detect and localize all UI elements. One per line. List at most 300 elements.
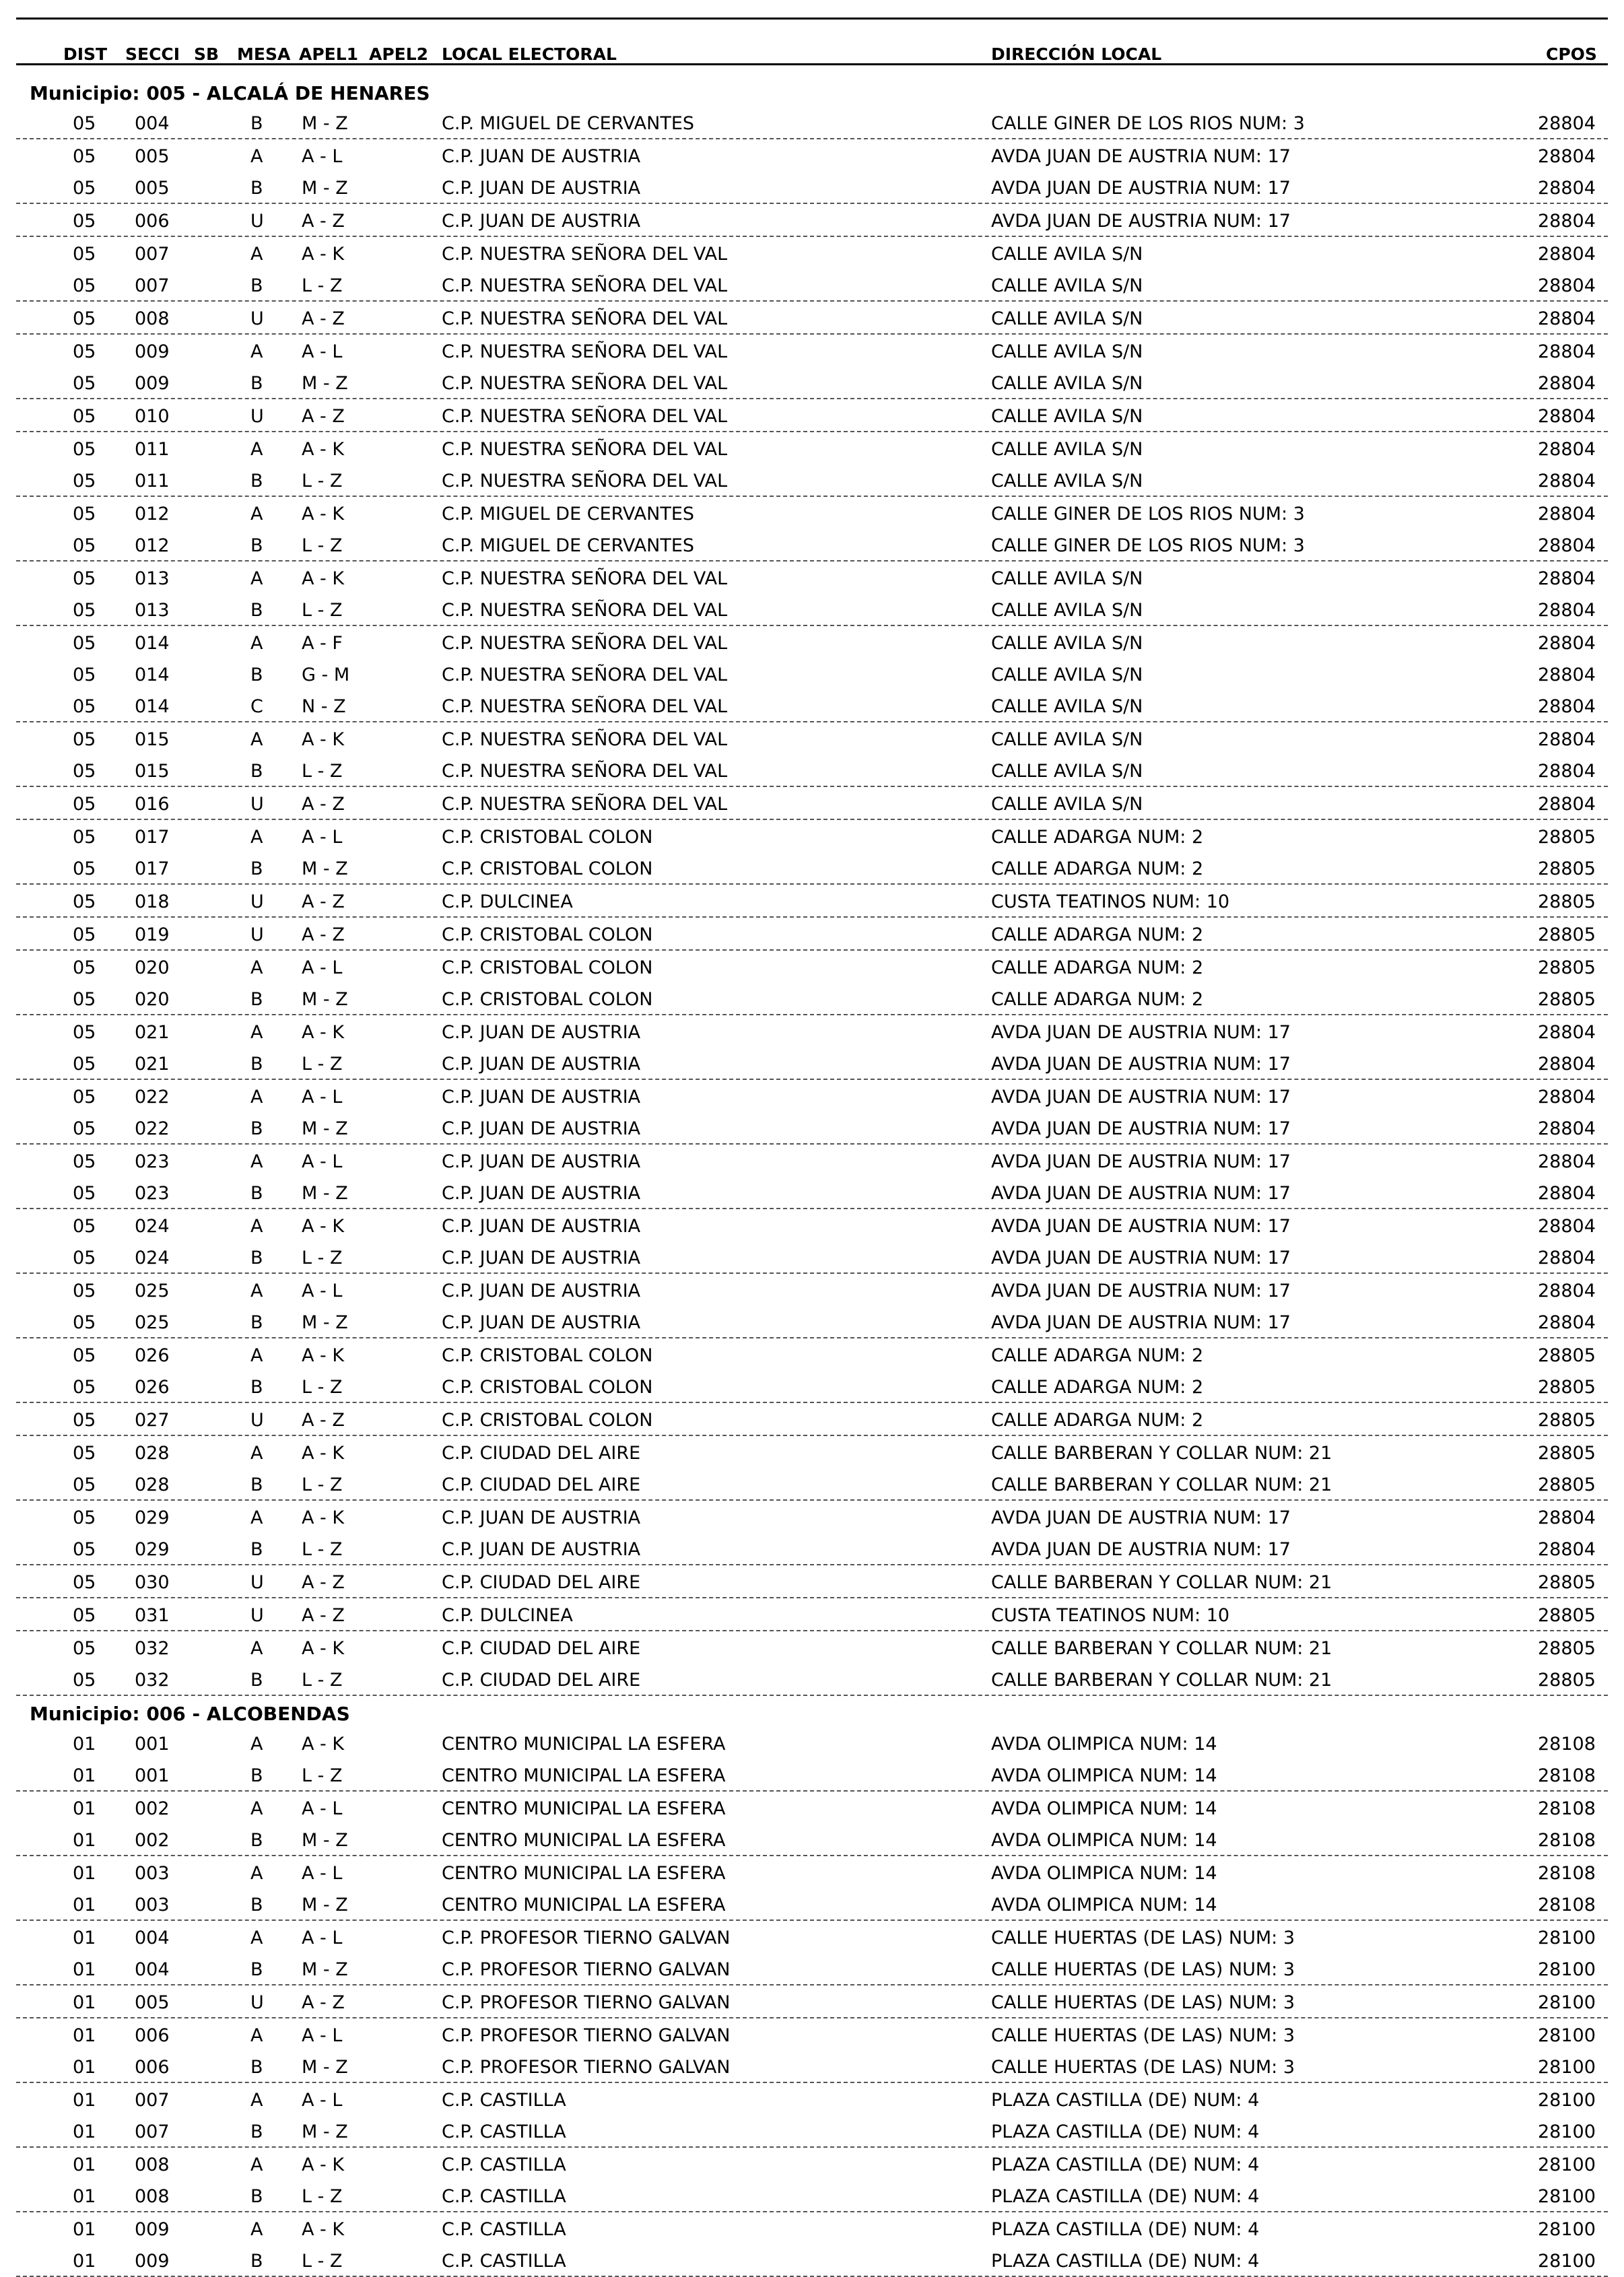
section-group bbox=[16, 787, 1608, 820]
cell-cpos: 28804 bbox=[1538, 275, 1596, 296]
cell-mesa: B bbox=[250, 1312, 263, 1333]
cell-dist: 01 bbox=[73, 1895, 96, 1915]
table-row bbox=[16, 2018, 1608, 2050]
table-row bbox=[16, 1856, 1608, 1888]
cell-cpos: 28804 bbox=[1538, 1281, 1596, 1301]
cell-apel1: A - K bbox=[302, 244, 345, 265]
cell-local-electoral: C.P. CRISTOBAL COLON bbox=[442, 1345, 653, 1366]
cell-dist: 05 bbox=[73, 535, 96, 556]
section-group bbox=[16, 626, 1608, 722]
cell-cpos: 28804 bbox=[1538, 1054, 1596, 1075]
cell-direccion-local: AVDA OLIMPICA NUM: 14 bbox=[991, 1798, 1217, 1819]
section-group bbox=[16, 1631, 1608, 1696]
cell-mesa: A bbox=[250, 1928, 263, 1948]
cell-apel1: A - L bbox=[302, 1087, 343, 1108]
cell-cpos: 28804 bbox=[1538, 178, 1596, 199]
cell-secci: 009 bbox=[135, 2251, 170, 2272]
cell-apel1: L - Z bbox=[302, 1670, 343, 1691]
cell-direccion-local: CALLE HUERTAS (DE LAS) NUM: 3 bbox=[991, 2025, 1295, 2046]
cell-mesa: A bbox=[250, 2219, 263, 2240]
cell-dist: 05 bbox=[73, 761, 96, 782]
cell-secci: 003 bbox=[135, 1863, 170, 1884]
cell-cpos: 28804 bbox=[1538, 439, 1596, 460]
cell-secci: 022 bbox=[135, 1118, 170, 1139]
table-row bbox=[16, 787, 1608, 819]
cell-cpos: 28804 bbox=[1538, 341, 1596, 362]
table-row bbox=[16, 918, 1608, 949]
cell-dist: 05 bbox=[73, 439, 96, 460]
cell-direccion-local: CALLE AVILA S/N bbox=[991, 471, 1143, 491]
cell-dist: 05 bbox=[73, 1670, 96, 1691]
cell-apel1: A - Z bbox=[302, 924, 345, 945]
cell-cpos: 28804 bbox=[1538, 1216, 1596, 1237]
cell-local-electoral: CENTRO MUNICIPAL LA ESFERA bbox=[442, 1798, 726, 1819]
cell-secci: 023 bbox=[135, 1151, 170, 1172]
cell-cpos: 28804 bbox=[1538, 761, 1596, 782]
table-row bbox=[16, 1241, 1608, 1272]
section-group bbox=[16, 1565, 1608, 1598]
table-row bbox=[16, 497, 1608, 529]
cell-dist: 05 bbox=[73, 146, 96, 167]
cell-direccion-local: CALLE GINER DE LOS RIOS NUM: 3 bbox=[991, 113, 1305, 134]
cell-mesa: B bbox=[250, 2057, 263, 2078]
cell-mesa: A bbox=[250, 2025, 263, 2046]
cell-local-electoral: C.P. JUAN DE AUSTRIA bbox=[442, 1507, 641, 1528]
cell-cpos: 28804 bbox=[1538, 568, 1596, 589]
cell-mesa: B bbox=[250, 1765, 263, 1786]
cell-direccion-local: CALLE ADARGA NUM: 2 bbox=[991, 1410, 1204, 1431]
cell-mesa: B bbox=[250, 989, 263, 1010]
cell-mesa: B bbox=[250, 665, 263, 685]
cell-direccion-local: CALLE HUERTAS (DE LAS) NUM: 3 bbox=[991, 1928, 1295, 1948]
cell-local-electoral: C.P. NUESTRA SEÑORA DEL VAL bbox=[442, 275, 728, 296]
table-row bbox=[16, 951, 1608, 982]
table-row bbox=[16, 464, 1608, 496]
section-group bbox=[16, 1598, 1608, 1631]
cell-apel1: M - Z bbox=[302, 1959, 348, 1980]
cell-cpos: 28805 bbox=[1538, 1605, 1596, 1626]
table-row bbox=[16, 689, 1608, 721]
cell-dist: 01 bbox=[73, 2025, 96, 2046]
table-row bbox=[16, 885, 1608, 916]
cell-secci: 031 bbox=[135, 1605, 170, 1626]
cell-cpos: 28100 bbox=[1538, 2057, 1596, 2078]
cell-mesa: A bbox=[250, 2090, 263, 2111]
cell-apel1: A - K bbox=[302, 1734, 345, 1755]
cell-direccion-local: CALLE BARBERAN Y COLLAR NUM: 21 bbox=[991, 1670, 1332, 1691]
cell-local-electoral: C.P. CASTILLA bbox=[442, 2186, 566, 2207]
cell-local-electoral: C.P. CIUDAD DEL AIRE bbox=[442, 1572, 641, 1593]
cell-mesa: U bbox=[250, 1992, 264, 2013]
cell-direccion-local: CALLE ADARGA NUM: 2 bbox=[991, 957, 1204, 978]
cell-secci: 021 bbox=[135, 1054, 170, 1075]
table-row bbox=[16, 1112, 1608, 1143]
cell-dist: 05 bbox=[73, 308, 96, 329]
table-row bbox=[16, 658, 1608, 689]
cell-direccion-local: AVDA JUAN DE AUSTRIA NUM: 17 bbox=[991, 1022, 1291, 1043]
cell-direccion-local: CALLE AVILA S/N bbox=[991, 665, 1143, 685]
cell-cpos: 28804 bbox=[1538, 535, 1596, 556]
section-group bbox=[16, 951, 1608, 1015]
cell-mesa: U bbox=[250, 794, 264, 815]
cell-mesa: U bbox=[250, 924, 264, 945]
cell-secci: 002 bbox=[135, 1798, 170, 1819]
cell-apel1: A - L bbox=[302, 1798, 343, 1819]
section-group bbox=[16, 432, 1608, 497]
table-row bbox=[16, 1501, 1608, 1532]
cell-mesa: B bbox=[250, 600, 263, 621]
cell-direccion-local: CALLE AVILA S/N bbox=[991, 341, 1143, 362]
table-row bbox=[16, 2179, 1608, 2211]
section-group bbox=[16, 918, 1608, 951]
table-row bbox=[16, 852, 1608, 883]
section-group bbox=[16, 562, 1608, 626]
cell-apel1: A - L bbox=[302, 1151, 343, 1172]
cell-apel1: M - Z bbox=[302, 2121, 348, 2142]
cell-mesa: B bbox=[250, 275, 263, 296]
cell-direccion-local: AVDA OLIMPICA NUM: 14 bbox=[991, 1895, 1217, 1915]
cell-mesa: U bbox=[250, 211, 264, 232]
cell-direccion-local: AVDA OLIMPICA NUM: 14 bbox=[991, 1830, 1217, 1851]
cell-apel1: A - K bbox=[302, 504, 345, 524]
cell-dist: 05 bbox=[73, 729, 96, 750]
cell-dist: 01 bbox=[73, 2154, 96, 2175]
table-row bbox=[16, 1468, 1608, 1499]
cell-apel1: A - Z bbox=[302, 211, 345, 232]
cell-cpos: 28804 bbox=[1538, 794, 1596, 815]
cell-local-electoral: C.P. JUAN DE AUSTRIA bbox=[442, 1281, 641, 1301]
cell-mesa: A bbox=[250, 2154, 263, 2175]
cell-apel1: A - L bbox=[302, 957, 343, 978]
cell-apel1: M - Z bbox=[302, 1312, 348, 1333]
cell-mesa: A bbox=[250, 1798, 263, 1819]
cell-local-electoral: C.P. CRISTOBAL COLON bbox=[442, 989, 653, 1010]
cell-secci: 017 bbox=[135, 858, 170, 879]
table-row bbox=[16, 1145, 1608, 1176]
cell-dist: 05 bbox=[73, 1507, 96, 1528]
header-cpos: CPOS bbox=[1546, 44, 1597, 64]
cell-direccion-local: AVDA JUAN DE AUSTRIA NUM: 17 bbox=[991, 1539, 1291, 1560]
cell-apel1: M - Z bbox=[302, 178, 348, 199]
cell-dist: 05 bbox=[73, 1345, 96, 1366]
cell-direccion-local: AVDA JUAN DE AUSTRIA NUM: 17 bbox=[991, 1248, 1291, 1268]
cell-mesa: B bbox=[250, 858, 263, 879]
cell-dist: 01 bbox=[73, 1992, 96, 2013]
cell-apel1: A - K bbox=[302, 1638, 345, 1659]
section-group bbox=[16, 1209, 1608, 1274]
cell-direccion-local: CALLE BARBERAN Y COLLAR NUM: 21 bbox=[991, 1572, 1332, 1593]
cell-apel1: L - Z bbox=[302, 2186, 343, 2207]
cell-dist: 05 bbox=[73, 1443, 96, 1464]
cell-local-electoral: C.P. JUAN DE AUSTRIA bbox=[442, 1087, 641, 1108]
section-group bbox=[16, 302, 1608, 335]
table-row bbox=[16, 432, 1608, 464]
cell-local-electoral: C.P. CIUDAD DEL AIRE bbox=[442, 1670, 641, 1691]
cell-mesa: B bbox=[250, 1895, 263, 1915]
cell-mesa: A bbox=[250, 504, 263, 524]
cell-local-electoral: C.P. CASTILLA bbox=[442, 2251, 566, 2272]
cell-secci: 032 bbox=[135, 1670, 170, 1691]
cell-cpos: 28804 bbox=[1538, 308, 1596, 329]
cell-local-electoral: C.P. CRISTOBAL COLON bbox=[442, 1410, 653, 1431]
cell-direccion-local: CALLE AVILA S/N bbox=[991, 406, 1143, 427]
cell-apel1: A - L bbox=[302, 2025, 343, 2046]
cell-mesa: A bbox=[250, 1507, 263, 1528]
cell-apel1: L - Z bbox=[302, 471, 343, 491]
cell-local-electoral: C.P. DULCINEA bbox=[442, 891, 573, 912]
cell-dist: 05 bbox=[73, 1054, 96, 1075]
cell-local-electoral: C.P. PROFESOR TIERNO GALVAN bbox=[442, 1959, 731, 1980]
cell-local-electoral: C.P. NUESTRA SEÑORA DEL VAL bbox=[442, 439, 728, 460]
cell-mesa: U bbox=[250, 1605, 264, 1626]
cell-apel1: L - Z bbox=[302, 1474, 343, 1495]
cell-dist: 05 bbox=[73, 1248, 96, 1268]
cell-mesa: B bbox=[250, 1377, 263, 1398]
cell-direccion-local: CALLE HUERTAS (DE LAS) NUM: 3 bbox=[991, 1992, 1295, 2013]
cell-cpos: 28804 bbox=[1538, 1183, 1596, 1204]
cell-local-electoral: C.P. NUESTRA SEÑORA DEL VAL bbox=[442, 568, 728, 589]
section-group bbox=[16, 1403, 1608, 1436]
cell-cpos: 28805 bbox=[1538, 1474, 1596, 1495]
table-row bbox=[16, 529, 1608, 560]
cell-direccion-local: CALLE AVILA S/N bbox=[991, 568, 1143, 589]
cell-dist: 05 bbox=[73, 827, 96, 848]
cell-secci: 029 bbox=[135, 1507, 170, 1528]
cell-secci: 008 bbox=[135, 308, 170, 329]
cell-dist: 05 bbox=[73, 1410, 96, 1431]
cell-mesa: A bbox=[250, 568, 263, 589]
cell-direccion-local: PLAZA CASTILLA (DE) NUM: 4 bbox=[991, 2121, 1260, 2142]
section-group bbox=[16, 1338, 1608, 1403]
table-row bbox=[16, 626, 1608, 658]
table-body bbox=[16, 75, 1608, 2277]
cell-direccion-local: AVDA JUAN DE AUSTRIA NUM: 17 bbox=[991, 1054, 1291, 1075]
cell-local-electoral: C.P. JUAN DE AUSTRIA bbox=[442, 1183, 641, 1204]
table-row bbox=[16, 106, 1608, 138]
cell-secci: 009 bbox=[135, 341, 170, 362]
cell-mesa: U bbox=[250, 308, 264, 329]
cell-direccion-local: CALLE AVILA S/N bbox=[991, 308, 1143, 329]
table-row bbox=[16, 399, 1608, 431]
table-row bbox=[16, 1759, 1608, 1790]
cell-local-electoral: C.P. JUAN DE AUSTRIA bbox=[442, 1248, 641, 1268]
cell-apel1: A - L bbox=[302, 827, 343, 848]
cell-dist: 05 bbox=[73, 1572, 96, 1593]
cell-cpos: 28804 bbox=[1538, 406, 1596, 427]
cell-direccion-local: CALLE HUERTAS (DE LAS) NUM: 3 bbox=[991, 2057, 1295, 2078]
cell-secci: 009 bbox=[135, 2219, 170, 2240]
header-sb: SB bbox=[194, 44, 219, 64]
cell-direccion-local: PLAZA CASTILLA (DE) NUM: 4 bbox=[991, 2219, 1260, 2240]
cell-cpos: 28804 bbox=[1538, 471, 1596, 491]
cell-cpos: 28100 bbox=[1538, 1959, 1596, 1980]
table-row bbox=[16, 1985, 1608, 2017]
cell-dist: 05 bbox=[73, 1151, 96, 1172]
cell-apel1: A - Z bbox=[302, 891, 345, 912]
cell-direccion-local: AVDA JUAN DE AUSTRIA NUM: 17 bbox=[991, 1281, 1291, 1301]
cell-direccion-local: AVDA JUAN DE AUSTRIA NUM: 17 bbox=[991, 1183, 1291, 1204]
cell-direccion-local: AVDA JUAN DE AUSTRIA NUM: 17 bbox=[991, 1118, 1291, 1139]
municipio-label: Municipio: 005 - ALCALÁ DE HENARES bbox=[30, 82, 430, 104]
cell-direccion-local: PLAZA CASTILLA (DE) NUM: 4 bbox=[991, 2251, 1260, 2272]
cell-mesa: B bbox=[250, 1474, 263, 1495]
cell-apel1: L - Z bbox=[302, 1765, 343, 1786]
section-group bbox=[16, 2212, 1608, 2277]
cell-cpos: 28805 bbox=[1538, 1443, 1596, 1464]
cell-cpos: 28804 bbox=[1538, 633, 1596, 654]
table-row bbox=[16, 171, 1608, 203]
cell-local-electoral: C.P. CRISTOBAL COLON bbox=[442, 957, 653, 978]
cell-apel1: L - Z bbox=[302, 761, 343, 782]
cell-cpos: 28100 bbox=[1538, 2154, 1596, 2175]
section-group bbox=[16, 1985, 1608, 2018]
cell-secci: 003 bbox=[135, 1895, 170, 1915]
cell-cpos: 28804 bbox=[1538, 373, 1596, 394]
cell-mesa: A bbox=[250, 1345, 263, 1366]
cell-apel1: A - K bbox=[302, 568, 345, 589]
cell-cpos: 28805 bbox=[1538, 858, 1596, 879]
cell-cpos: 28100 bbox=[1538, 2090, 1596, 2111]
cell-apel1: L - Z bbox=[302, 1377, 343, 1398]
table-row bbox=[16, 1663, 1608, 1695]
table-row bbox=[16, 2148, 1608, 2179]
top-rule bbox=[16, 18, 1608, 20]
cell-secci: 016 bbox=[135, 794, 170, 815]
cell-dist: 05 bbox=[73, 696, 96, 717]
cell-mesa: A bbox=[250, 146, 263, 167]
cell-local-electoral: C.P. CRISTOBAL COLON bbox=[442, 1377, 653, 1398]
cell-mesa: B bbox=[250, 1118, 263, 1139]
cell-dist: 05 bbox=[73, 471, 96, 491]
cell-dist: 05 bbox=[73, 1638, 96, 1659]
cell-dist: 05 bbox=[73, 891, 96, 912]
section-group bbox=[16, 335, 1608, 399]
cell-local-electoral: C.P. JUAN DE AUSTRIA bbox=[442, 1022, 641, 1043]
cell-apel1: A - Z bbox=[302, 1572, 345, 1593]
section-group bbox=[16, 820, 1608, 885]
municipio-heading bbox=[16, 75, 1608, 106]
cell-secci: 006 bbox=[135, 2057, 170, 2078]
cell-apel1: A - K bbox=[302, 729, 345, 750]
cell-apel1: L - Z bbox=[302, 600, 343, 621]
cell-dist: 05 bbox=[73, 600, 96, 621]
cell-cpos: 28804 bbox=[1538, 146, 1596, 167]
cell-local-electoral: C.P. DULCINEA bbox=[442, 1605, 573, 1626]
cell-direccion-local: CALLE AVILA S/N bbox=[991, 696, 1143, 717]
cell-dist: 01 bbox=[73, 2186, 96, 2207]
table-row bbox=[16, 1176, 1608, 1208]
cell-secci: 007 bbox=[135, 244, 170, 265]
cell-secci: 015 bbox=[135, 729, 170, 750]
cell-direccion-local: CALLE ADARGA NUM: 2 bbox=[991, 1345, 1204, 1366]
section-group bbox=[16, 1727, 1608, 1792]
cell-apel1: M - Z bbox=[302, 113, 348, 134]
table-row bbox=[16, 1080, 1608, 1112]
table-row bbox=[16, 2115, 1608, 2146]
cell-cpos: 28108 bbox=[1538, 1798, 1596, 1819]
cell-local-electoral: C.P. NUESTRA SEÑORA DEL VAL bbox=[442, 341, 728, 362]
cell-direccion-local: AVDA JUAN DE AUSTRIA NUM: 17 bbox=[991, 1312, 1291, 1333]
cell-secci: 008 bbox=[135, 2186, 170, 2207]
cell-local-electoral: C.P. CRISTOBAL COLON bbox=[442, 858, 653, 879]
cell-secci: 001 bbox=[135, 1765, 170, 1786]
cell-dist: 05 bbox=[73, 633, 96, 654]
cell-secci: 005 bbox=[135, 1992, 170, 2013]
cell-cpos: 28100 bbox=[1538, 2186, 1596, 2207]
cell-dist: 05 bbox=[73, 1216, 96, 1237]
section-group bbox=[16, 1792, 1608, 1856]
section-group bbox=[16, 2148, 1608, 2212]
cell-secci: 017 bbox=[135, 827, 170, 848]
cell-apel1: A - L bbox=[302, 1281, 343, 1301]
cell-mesa: A bbox=[250, 729, 263, 750]
cell-secci: 009 bbox=[135, 373, 170, 394]
cell-dist: 05 bbox=[73, 1605, 96, 1626]
cell-cpos: 28108 bbox=[1538, 1765, 1596, 1786]
cell-apel1: M - Z bbox=[302, 858, 348, 879]
table-row bbox=[16, 2050, 1608, 2082]
cell-local-electoral: C.P. JUAN DE AUSTRIA bbox=[442, 1216, 641, 1237]
cell-direccion-local: CALLE BARBERAN Y COLLAR NUM: 21 bbox=[991, 1443, 1332, 1464]
header-dist: DIST bbox=[63, 44, 108, 64]
cell-cpos: 28100 bbox=[1538, 1992, 1596, 2013]
cell-local-electoral: C.P. JUAN DE AUSTRIA bbox=[442, 1539, 641, 1560]
cell-dist: 05 bbox=[73, 957, 96, 978]
cell-secci: 023 bbox=[135, 1183, 170, 1204]
table-row bbox=[16, 1403, 1608, 1435]
cell-mesa: A bbox=[250, 1216, 263, 1237]
cell-direccion-local: CALLE ADARGA NUM: 2 bbox=[991, 858, 1204, 879]
table-row bbox=[16, 1823, 1608, 1855]
cell-secci: 007 bbox=[135, 2090, 170, 2111]
cell-local-electoral: C.P. CRISTOBAL COLON bbox=[442, 827, 653, 848]
cell-mesa: B bbox=[250, 471, 263, 491]
cell-apel1: L - Z bbox=[302, 1054, 343, 1075]
cell-dist: 05 bbox=[73, 1377, 96, 1398]
cell-mesa: A bbox=[250, 1281, 263, 1301]
cell-mesa: U bbox=[250, 1572, 264, 1593]
cell-apel1: A - L bbox=[302, 341, 343, 362]
cell-mesa: A bbox=[250, 244, 263, 265]
cell-direccion-local: AVDA JUAN DE AUSTRIA NUM: 17 bbox=[991, 1216, 1291, 1237]
cell-mesa: C bbox=[250, 696, 263, 717]
table-row bbox=[16, 204, 1608, 236]
cell-secci: 014 bbox=[135, 665, 170, 685]
cell-dist: 05 bbox=[73, 1118, 96, 1139]
cell-cpos: 28804 bbox=[1538, 1022, 1596, 1043]
cell-secci: 005 bbox=[135, 146, 170, 167]
table-row bbox=[16, 1436, 1608, 1468]
cell-direccion-local: CALLE BARBERAN Y COLLAR NUM: 21 bbox=[991, 1474, 1332, 1495]
cell-apel1: M - Z bbox=[302, 1895, 348, 1915]
cell-dist: 05 bbox=[73, 373, 96, 394]
cell-apel1: A - L bbox=[302, 146, 343, 167]
cell-apel1: M - Z bbox=[302, 1183, 348, 1204]
cell-secci: 027 bbox=[135, 1410, 170, 1431]
table-row bbox=[16, 302, 1608, 333]
cell-apel1: A - Z bbox=[302, 1992, 345, 2013]
cell-apel1: L - Z bbox=[302, 275, 343, 296]
cell-dist: 01 bbox=[73, 1765, 96, 1786]
cell-direccion-local: AVDA JUAN DE AUSTRIA NUM: 17 bbox=[991, 1507, 1291, 1528]
cell-dist: 05 bbox=[73, 665, 96, 685]
cell-local-electoral: CENTRO MUNICIPAL LA ESFERA bbox=[442, 1863, 726, 1884]
cell-cpos: 28108 bbox=[1538, 1830, 1596, 1851]
cell-secci: 014 bbox=[135, 633, 170, 654]
cell-secci: 021 bbox=[135, 1022, 170, 1043]
table-row bbox=[16, 2212, 1608, 2244]
cell-local-electoral: C.P. NUESTRA SEÑORA DEL VAL bbox=[442, 794, 728, 815]
